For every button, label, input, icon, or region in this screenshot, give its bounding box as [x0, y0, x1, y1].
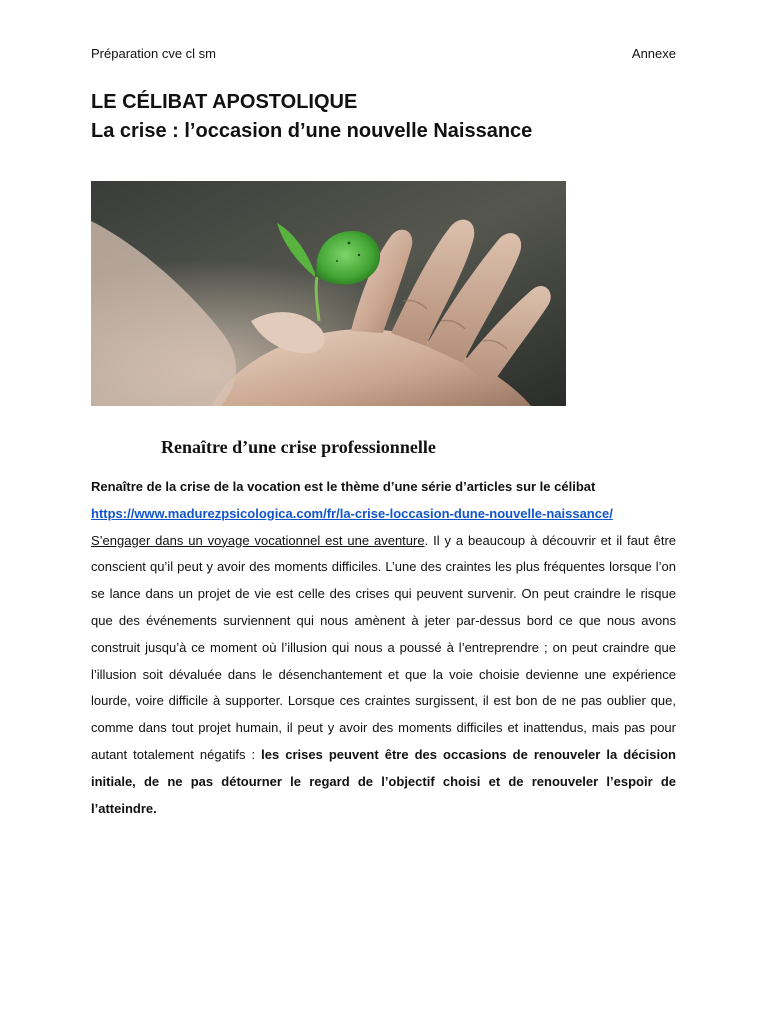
- article-link[interactable]: https://www.madurezpsicologica.com/fr/la-crise-loccasion-dune-nouvelle-naissance/: [91, 505, 613, 521]
- underlined-phrase: S’engager dans un voyage vocationnel est une aventure: [91, 532, 425, 548]
- section-subtitle: Renaître d’une crise professionnelle: [161, 437, 436, 457]
- seedling-in-hand-image: [91, 181, 566, 406]
- paragraph-text: . Il y a beaucoup à découvrir et il faut être conscient qu’il peut y avoir des moments difficiles. L’une des craintes les plus fréquentes lorsque l’on se lance dans un projet de vie est celle des crises qui peuvent survenir. On peut craindre le risque que des événements surviennent qui nous amènent à jeter par-dessus bord ce que nous avons construit jusqu’à ce moment où l’illusion qui nous a poussé à l’entreprendre ; on peut craindre que l’illusion soit dévaluée dans le désenchantement et que la voie choisie devienne une expérience lourde, voire difficile à supporter. Lorsque ces craintes surgissent, il est bon de ne pas oublier que, comme dans tout projet humain, il peut y avoir des moments difficiles et inattendus, mais pas pour autant totalement négatifs :: [91, 532, 676, 762]
- header-left: Préparation cve cl sm: [91, 45, 216, 61]
- bold-conclusion: les crises peuvent être des occasions de renouveler la décision initiale, de ne pas détourner le regard de l’objectif choisi et de renouveler l’espoir de l’atteindre.: [91, 746, 676, 816]
- header-right: Annexe: [631, 45, 676, 61]
- title-line-2: La crise : l’occasion d’une nouvelle Naissance: [91, 120, 533, 142]
- document-title: [91, 88, 681, 146]
- page-header: [91, 44, 676, 62]
- title-line-1: LE CÉLIBAT APOSTOLIQUE: [91, 91, 358, 113]
- body-paragraph: [91, 474, 676, 822]
- lead-sentence: Renaître de la crise de la vocation est le thème d’une série d’articles sur le célibat: [91, 479, 596, 494]
